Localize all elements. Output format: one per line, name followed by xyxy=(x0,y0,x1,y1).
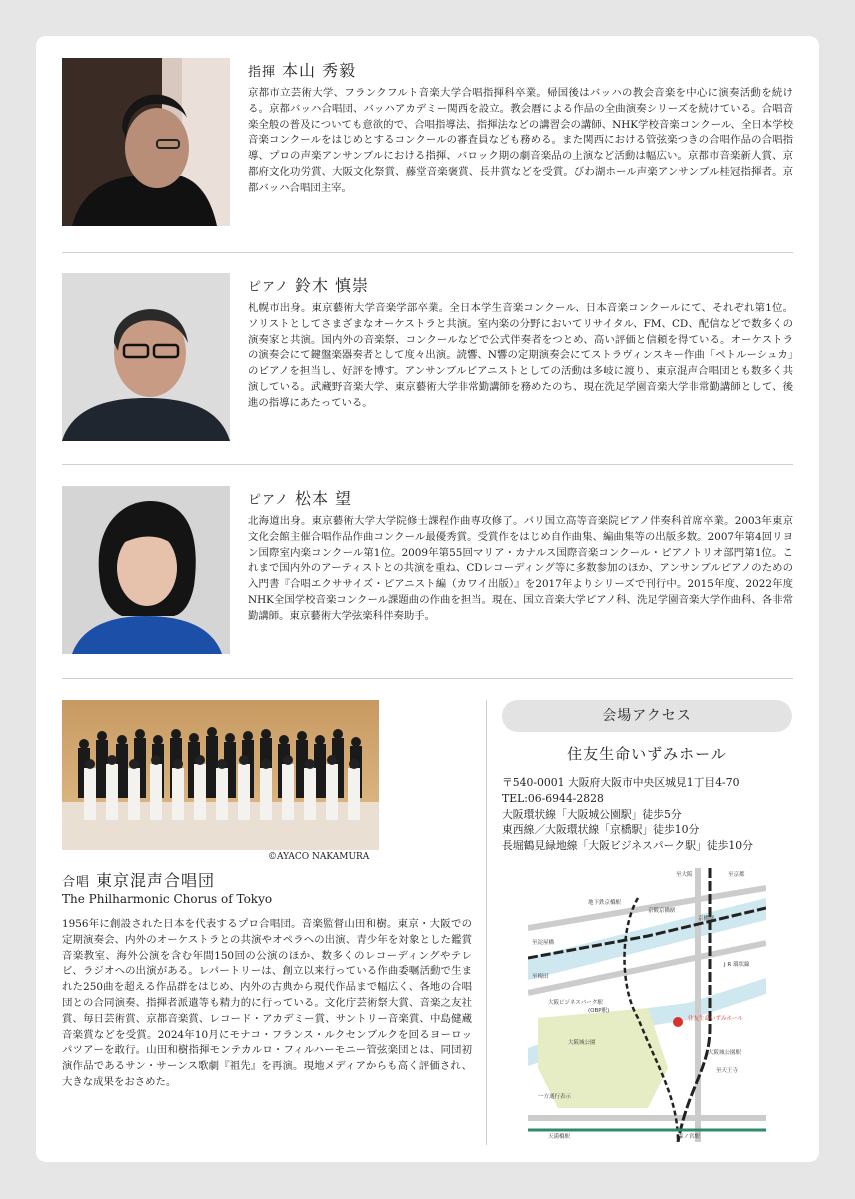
choir-heading xyxy=(62,868,215,891)
map-label: 京阪京橋駅 xyxy=(648,908,676,914)
conductor-name: 本山 秀毅 xyxy=(282,61,357,80)
pianist1-heading xyxy=(248,273,369,296)
route-line: 東西線／大阪環状線「京橋駅」徒歩10分 xyxy=(502,823,700,837)
map-label: 住友生命いずみホール xyxy=(688,1016,743,1022)
access-info xyxy=(502,775,753,854)
choir-name: 東京混声合唱団 xyxy=(96,871,216,890)
route-line: 大阪環状線「大阪城公園駅」徒歩5分 xyxy=(502,807,682,821)
conductor-heading xyxy=(248,58,356,81)
conductor-section xyxy=(62,58,793,228)
choir-name-en: The Philharmonic Chorus of Tokyo xyxy=(62,892,273,906)
map-label: 一方通行表示 xyxy=(538,1094,572,1100)
pianist1-role: ピアノ xyxy=(248,280,289,295)
pianist2-bio: 北海道出身。東京藝術大学大学院修士課程作曲専攻修了。パリ国立高等音楽院ピアノ伴奏科首席卒業。2003年東京文化会館主催合唱作品作曲コンクール最優秀賞。受賞作をはじめ自作曲集、編曲集等の出版多数。2007年第4回リヨン国際室内楽コンクール第1位。2009年第55回マリア・カナルス国際音楽コンクール・ピアノトリオ部門第1位。これまで国内外のアーティストとの共演を重ね、CDレコーディング等に多数参加のほか、アンサンブルピアノのための入門書『合唱エクササイズ・ピアニスト編（カワイ出版）』を2017年よりシリーズで刊行中。2015年度、2022年度NHK全国学校音楽コンクール課題曲の作曲を担当。現在、国立音楽大学ピアノ科、洗足学園音楽大学作曲科、各非常勤講師。東京藝術大学弦楽科伴奏助手。 xyxy=(248,515,793,622)
map-label: 大阪城公園 xyxy=(568,1040,596,1046)
pianist1-photo xyxy=(62,273,230,441)
access-heading: 会場アクセス xyxy=(502,700,792,732)
map-label: 京橋駅 xyxy=(698,916,715,922)
divider xyxy=(62,678,793,679)
choir-bio: 1956年に創設された日本を代表するプロ合唱団。音楽監督山田和樹。東京・大阪での定期演奏会、内外のオーケストラとの共演やオペラへの出演、青少年を対象とした鑑賞音楽教室、海外公演を含む年間150回の公演のほか、数多くのレコーディングやテレビ、ラジオへの出演がある。レパートリーは、創立以来行っている作曲委嘱活動で生まれた250曲を超える作品群をはじめ、内外の古典から現代作品まで幅広く、各地の合唱団との合同演奏、指揮者派遣等も精力的に行っている。文化庁芸術祭大賞、音楽之友社賞、毎日芸術賞、京都音楽賞、レコード・アカデミー賞、サントリー音楽賞、中島健蔵音楽賞などを受賞。2024年10月にモナコ・フランス・ルクセンブルクを回るヨーロッパツアーを敢行。山田和樹指揮モンテカルロ・フィルハーモニー管弦楽団とは、同団初演作品であるサン・サーンス歌劇『祖先』を再演。現地メディアからも高く評価され、大きな成果をおさめた。 xyxy=(62,918,472,1088)
map-label: 至淀屋橋 xyxy=(532,940,555,946)
column-divider xyxy=(486,700,487,1145)
choir-photo xyxy=(62,700,379,850)
map-label: (OBP駅) xyxy=(588,1008,610,1014)
pianist2-photo xyxy=(62,486,230,654)
choir-role: 合唱 xyxy=(62,875,91,890)
route-line: 長堀鶴見緑地線「大阪ビジネスパーク駅」徒歩10分 xyxy=(502,839,753,853)
conductor-role: 指揮 xyxy=(248,65,277,80)
access-map xyxy=(528,868,766,1142)
map-label: 至京都 xyxy=(728,872,745,878)
map-label: 大阪城公園駅 xyxy=(708,1050,742,1056)
phone-line: TEL:06-6944-2828 xyxy=(502,791,604,805)
divider xyxy=(62,252,793,253)
pianist2-section xyxy=(62,486,793,656)
map-label: 大阪ビジネスパーク駅 xyxy=(548,1000,603,1006)
map-label: 至梅田 xyxy=(532,974,549,980)
pianist1-section xyxy=(62,273,793,443)
photo-credit: ©AYACO NAKAMURA xyxy=(268,852,370,862)
divider xyxy=(62,464,793,465)
pianist2-name: 松本 望 xyxy=(294,489,353,508)
pianist2-heading xyxy=(248,486,352,509)
conductor-bio: 京都市立芸術大学、フランクフルト音楽大学合唱指揮科卒業。帰国後はバッハの教会音楽を中心に演奏活動を続ける。京都バッハ合唱団、バッハアカデミー関西を設立。教会暦による作品の全曲演奏シリーズを続けている。合唱音楽全般の普及についても意欲的で、合唱指導法、指揮法などの講習会の講師、NHK学校音楽コンクール、全日本学校音楽コンクールをはじめとするコンクールの審査員なども務める。また関西における管弦楽つきの合唱作品の合唱指導、プロの声楽アンサンブルにおける指揮、バロック期の劇音楽品の上演など活動は幅広い。京都市音楽新人賞、京都府文化功労賞、大阪文化祭賞、藤堂音楽褒賞、長井賞などを受賞。びわ湖ホール声楽アンサンブル桂冠指揮者。京都バッハ合唱団主宰。 xyxy=(248,87,793,194)
map-label: 天満橋駅 xyxy=(548,1134,571,1140)
pianist2-role: ピアノ xyxy=(248,493,289,508)
pianist1-name: 鈴木 慎崇 xyxy=(294,276,370,295)
map-label: 地下鉄京橋駅 xyxy=(588,900,622,906)
map-label: 至大阪 xyxy=(676,872,693,878)
address-line: 〒540-0001 大阪府大阪市中央区城見1丁目4-70 xyxy=(502,776,740,789)
pianist1-bio: 札幌市出身。東京藝術大学音楽学部卒業。全日本学生音楽コンクール、日本音楽コンクールにて、それぞれ第1位。ソリストとしてさまざまなオーケストラと共演。室内楽の分野においてリサイタル、FM、CD、配信などで数多くの演奏家と共演。国内外の音楽祭、コンクールなどで公式伴奏者をつとめ、高い評価と信頼を得ている。オーケストラの演奏会にて鍵盤楽器奏者として度々出演。読響、N響の定期演奏会にてストラヴィンスキー作曲「ペトルーシュカ」のピアノを担当し、好評を博す。アンサンブルピアニストとしての活動は多岐に渡り、東京混声合唱団とも数多く共演している。武蔵野音楽大学、東京藝術大学非常勤講師を務めたのち、現在洗足学園音楽大学非常勤講師として、後進の指導にあたっている。 xyxy=(248,302,793,409)
hall-name: 住友生命いずみホール xyxy=(567,745,727,763)
map-label: J R 環状線 xyxy=(724,962,750,968)
conductor-photo xyxy=(62,58,230,226)
map-label: 至天王寺 xyxy=(716,1068,739,1074)
map-label: 森ノ宮駅 xyxy=(678,1134,701,1140)
